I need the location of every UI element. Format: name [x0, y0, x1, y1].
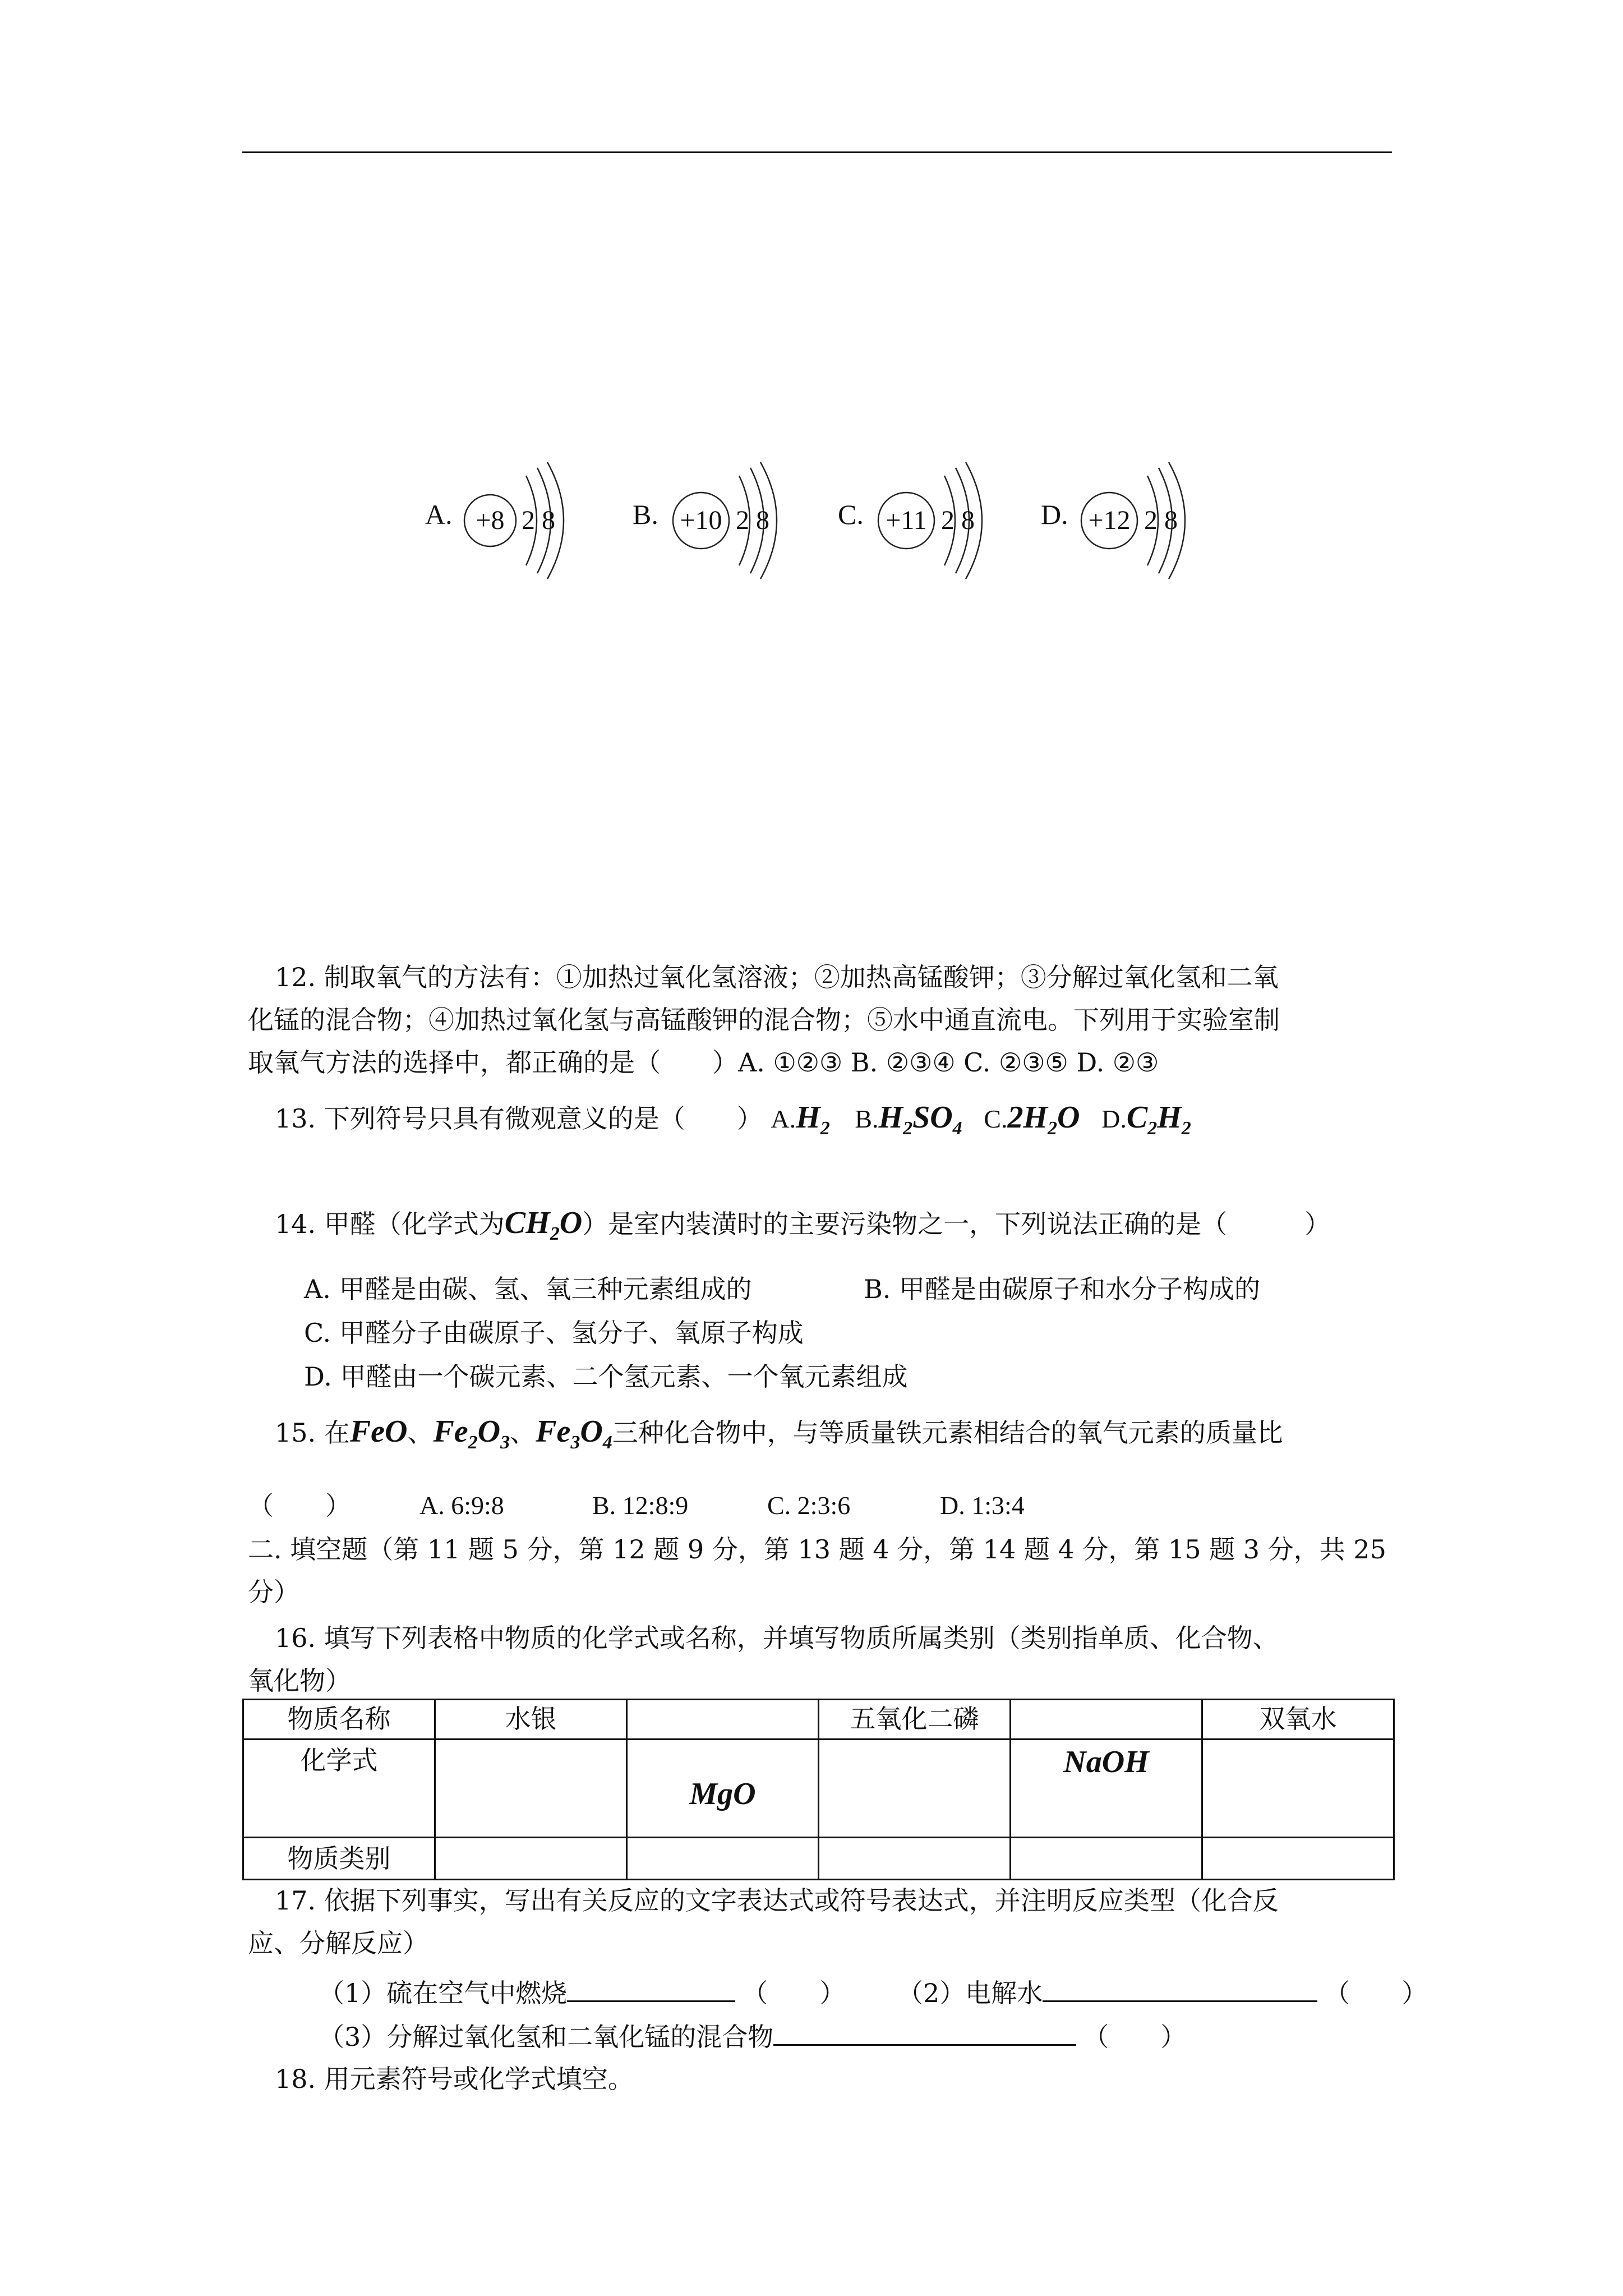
atom-diagram-b [671, 460, 856, 583]
table-cell: 水银 [435, 1700, 627, 1740]
formula-subscript: 2 [903, 1118, 913, 1139]
atom-option-label: C. [838, 499, 864, 530]
q14-option-c: C. 甲醛分子由碳原子、氢分子、氧原子构成 [304, 1318, 804, 1348]
q14-stem-post: ）是室内装潢时的主要污染物之一，下列说法正确的是（ ） [582, 1209, 1331, 1239]
q15-option-c: C. 2:3:6 [767, 1491, 851, 1520]
table-cell[interactable] [1011, 1838, 1202, 1880]
q15-option-d: D. 1:3:4 [940, 1491, 1025, 1520]
q14-option-b: B. 甲醛是由碳原子和水分子构成的 [864, 1274, 1261, 1304]
section-2-line-2: 分） [248, 1577, 299, 1607]
formula-subscript: 2 [820, 1118, 830, 1139]
formula-subscript: 2 [1147, 1118, 1158, 1139]
question-18: 18. 用元素符号或化学式填空。 [275, 2064, 634, 2094]
separator: 、 [407, 1418, 434, 1448]
q15-option-a: A. 6:9:8 [419, 1491, 504, 1520]
q13-option-d-formula [1126, 1100, 1191, 1139]
q17-item-3 [319, 2017, 1186, 2054]
formula-subscript: 4 [952, 1118, 962, 1139]
formula-part: H [1157, 1100, 1182, 1135]
formula-subscript: 2 [1181, 1118, 1191, 1139]
formula-subscript: 4 [602, 1432, 612, 1453]
table-cell[interactable] [435, 1838, 627, 1880]
q13-option-a-formula [796, 1100, 830, 1139]
table-cell[interactable] [435, 1740, 627, 1838]
atom-electron-shells: 2 8 [1144, 505, 1178, 535]
q13-option-label: C. [984, 1105, 1008, 1133]
table-cell[interactable] [1202, 1838, 1394, 1880]
table-cell: NaOH [1011, 1740, 1202, 1838]
q17-item-3-label: （3）分解过氧化氢和二氧化锰的混合物 [319, 2022, 774, 2052]
table-cell[interactable] [1011, 1700, 1202, 1740]
atom-diagram-a [463, 460, 648, 583]
formula-subscript: 2 [1048, 1118, 1058, 1139]
q17-line-1: 17. 依据下列事实，写出有关反应的文字表达式或符号表达式，并注明反应类型（化合反 [275, 1885, 1279, 1916]
formula-part: Fe [433, 1414, 468, 1449]
table-cell[interactable] [819, 1838, 1011, 1880]
q17-line-2: 应、分解反应） [248, 1928, 428, 1958]
separator: 、 [510, 1418, 536, 1448]
q14-formula [504, 1205, 583, 1245]
table-cell: 五氧化二磷 [819, 1700, 1011, 1740]
q17-item-1 [319, 1973, 845, 2010]
atom-nucleus: +10 [680, 505, 722, 535]
q17-item-1-paren[interactable]: （ ） [742, 1978, 846, 2008]
formula-part: H [878, 1100, 903, 1135]
formula-subscript: 3 [500, 1432, 510, 1453]
atom-diagram-c [876, 460, 1061, 583]
q16-line-2: 氧化物） [248, 1665, 351, 1696]
formula-part: H [796, 1100, 820, 1135]
formula-part: Fe [536, 1414, 571, 1449]
q15-option-b: B. 12:8:9 [592, 1491, 689, 1520]
table-cell: MgO [627, 1740, 819, 1838]
q15-formula-1: FeO [349, 1414, 408, 1449]
table-row [243, 1740, 1394, 1838]
q17-item-1-label: （1）硫在空气中燃烧 [319, 1978, 568, 2008]
answer-blank[interactable] [567, 1973, 735, 2002]
formula-part: SO [912, 1100, 953, 1135]
q13-option-c-formula [1007, 1100, 1080, 1139]
q15-formula-3 [536, 1414, 612, 1453]
formula-part: O [559, 1205, 583, 1240]
q12-line-1: 12. 制取氧气的方法有：①加热过氧化氢溶液；②加热高锰酸钾；③分解过氧化氢和二氧 [275, 962, 1279, 992]
q16-line-1: 16. 填写下列表格中物质的化学式或名称，并填写物质所属类别（类别指单质、化合物、 [275, 1623, 1279, 1653]
atom-option-label: B. [633, 499, 658, 530]
answer-blank[interactable] [773, 2017, 1076, 2046]
q13-option-label: B. [855, 1105, 879, 1133]
atom-nucleus: +11 [886, 505, 927, 535]
formula-subscript: 2 [550, 1223, 560, 1245]
q13-option-label: A. [771, 1105, 796, 1133]
atom-nucleus: +12 [1088, 505, 1131, 535]
q14-stem [275, 1206, 1330, 1251]
section-2-line-1: 二. 填空题（第 11 题 5 分，第 12 题 9 分，第 13 题 4 分，第 14 题 4 分，第 15 题 3 分，共 25 [248, 1534, 1386, 1565]
q17-item-3-paren[interactable]: （ ） [1083, 2022, 1187, 2052]
q12-line-3: 取氧气方法的选择中，都正确的是（ ）A. ①②③ B. ②③④ C. ②③⑤ D. ②③ [248, 1047, 1159, 1078]
table-cell: 双氧水 [1202, 1700, 1394, 1740]
q14-option-a: A. 甲醛是由碳、氢、氧三种元素组成的 [304, 1274, 752, 1304]
header-rule [242, 151, 1392, 153]
substance-table [242, 1699, 1395, 1880]
atom-electron-shells: 2 8 [522, 505, 555, 535]
formula-subscript: 3 [570, 1432, 580, 1453]
table-header-cell: 物质名称 [243, 1700, 435, 1740]
q17-item-2-label: （2）电解水 [897, 1978, 1043, 2008]
q15-stem-pre: 15. 在 [275, 1418, 350, 1448]
formula-part: O [580, 1414, 603, 1449]
table-row [243, 1838, 1394, 1880]
answer-blank[interactable] [1043, 1973, 1317, 2002]
formula-part: O [477, 1414, 501, 1449]
table-cell[interactable] [627, 1838, 819, 1880]
formula-part: C [1126, 1100, 1148, 1135]
formula-subscript: 2 [468, 1432, 478, 1453]
formula-part: CH [504, 1205, 550, 1240]
formula-part: 2H [1007, 1100, 1048, 1135]
atom-option-label: A. [425, 499, 453, 530]
atom-option-label: D. [1041, 499, 1068, 530]
q12-line-2: 化锰的混合物；④加热过氧化氢与高锰酸钾的混合物；⑤水中通直流电。下列用于实验室制 [248, 1005, 1280, 1035]
q15-formula-2 [433, 1414, 510, 1453]
q14-option-d: D. 甲醛由一个碳元素、二个氢元素、一个氧元素组成 [304, 1361, 908, 1392]
q17-item-2 [897, 1973, 1427, 2010]
q13-option-b-formula [878, 1100, 962, 1139]
table-row [243, 1700, 1394, 1740]
table-header-cell: 化学式 [243, 1740, 435, 1838]
table-header-cell: 物质类别 [243, 1838, 435, 1880]
table-cell[interactable] [819, 1740, 1011, 1838]
atom-diagram-d [1079, 460, 1264, 583]
q15-stem [275, 1415, 1283, 1460]
question-13 [275, 1101, 1191, 1145]
q17-item-2-paren[interactable]: （ ） [1324, 1978, 1428, 2008]
table-cell[interactable] [627, 1700, 819, 1740]
formula-part: O [1057, 1100, 1080, 1135]
q13-stem: 13. 下列符号只具有微观意义的是（ ） [275, 1103, 763, 1134]
q14-stem-pre: 14. 甲醛（化学式为 [275, 1209, 505, 1239]
q13-option-label: D. [1101, 1105, 1127, 1133]
q15-answer-paren: （ ） [248, 1490, 351, 1521]
q15-stem-post: 三种化合物中，与等质量铁元素相结合的氧气元素的质量比 [612, 1418, 1283, 1448]
atom-electron-shells: 2 8 [736, 505, 769, 535]
atom-electron-shells: 2 8 [941, 505, 975, 535]
table-cell[interactable] [1202, 1740, 1394, 1838]
atom-nucleus: +8 [476, 505, 505, 535]
